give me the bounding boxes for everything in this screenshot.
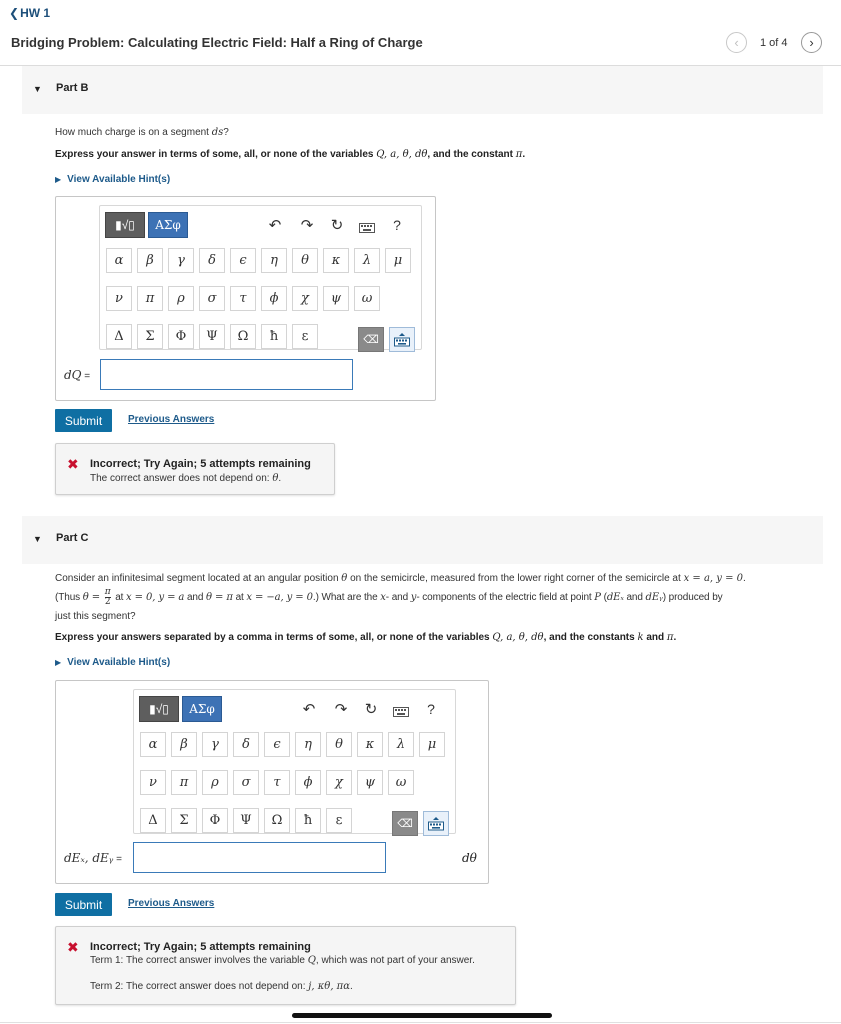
symbol-button-2-1[interactable]: Σ [171, 808, 197, 833]
back-to-hw-link[interactable] [9, 6, 50, 20]
symbol-button-1-4[interactable]: τ [264, 770, 290, 795]
answer-suffix: dθ [462, 851, 477, 865]
symbol-button-1-7[interactable]: ψ [357, 770, 383, 795]
previous-answers-link[interactable]: Previous Answers [128, 414, 215, 425]
question-math: dEₓ [606, 592, 624, 604]
undo-icon[interactable]: ↶ [268, 217, 282, 234]
symbol-button-2-1[interactable]: Σ [137, 324, 163, 349]
question-math: y [410, 592, 417, 604]
feedback-text: Term 1: The correct answer involves the variable [90, 955, 308, 966]
submit-button[interactable]: Submit [55, 893, 112, 916]
virtual-keyboard-button[interactable] [423, 811, 449, 836]
backspace-icon: ⌫ [397, 818, 413, 830]
instruction-text: Express your answer in terms of some, all, or none of the variables [55, 149, 377, 160]
part-b-question [55, 124, 229, 142]
symbol-button-2-3[interactable]: Ψ [233, 808, 259, 833]
hint-label: View Available Hint(s) [67, 174, 171, 185]
symbol-button-0-8[interactable]: λ [388, 732, 414, 757]
part-c-question-line-3: just this segment? [55, 611, 136, 622]
symbol-button-1-0[interactable]: ν [140, 770, 166, 795]
feedback-variable: θ [272, 473, 279, 484]
symbol-button-1-7[interactable]: ψ [323, 286, 349, 311]
question-text: Consider an infinitesimal segment located at an angular position [55, 573, 342, 584]
part-c-question-line-2 [55, 588, 723, 607]
symbol-button-0-5[interactable]: η [295, 732, 321, 757]
symbol-button-0-9[interactable]: μ [419, 732, 445, 757]
templates-button[interactable]: ▮√▯ [139, 696, 179, 722]
part-c-label: Part C [56, 532, 89, 544]
equals-sign: = [113, 854, 122, 865]
question-math: x = −a, y = 0 [246, 592, 313, 604]
page-indicator: 1 of 4 [760, 37, 788, 49]
question-punct: . [743, 573, 746, 584]
answer-input[interactable] [100, 359, 353, 390]
feedback-detail-term-2 [90, 981, 353, 992]
question-math: dEᵧ [645, 592, 663, 604]
symbol-button-0-3[interactable]: δ [199, 248, 225, 273]
fraction-denominator: 2 [104, 597, 111, 607]
instruction-text: and [643, 632, 667, 643]
greek-symbols-button[interactable]: ΑΣφ [148, 212, 188, 238]
reset-icon[interactable]: ↻ [364, 701, 378, 718]
symbol-button-1-3[interactable]: σ [199, 286, 225, 311]
symbol-button-2-5[interactable]: ħ [261, 324, 287, 349]
symbol-button-2-2[interactable]: Φ [202, 808, 228, 833]
question-text: and [184, 592, 207, 604]
instruction-variables: Q, a, θ, dθ [492, 632, 544, 643]
bottom-divider [0, 1022, 841, 1023]
answer-label [64, 851, 122, 865]
instruction-punct: . [522, 149, 526, 160]
symbol-button-2-3[interactable]: Ψ [199, 324, 225, 349]
caret-right-icon: ▶ [55, 658, 62, 667]
symbol-button-2-4[interactable]: Ω [230, 324, 256, 349]
undo-icon[interactable]: ↶ [302, 701, 316, 718]
symbol-button-1-2[interactable]: ρ [168, 286, 194, 311]
question-variable: θ [341, 573, 348, 584]
symbol-button-2-6[interactable]: ε [326, 808, 352, 833]
question-text: - and [385, 592, 411, 604]
answer-variable: dQ [64, 368, 82, 382]
caret-right-icon: ▶ [55, 175, 62, 184]
symbol-button-1-8[interactable]: ω [388, 770, 414, 795]
symbol-button-2-4[interactable]: Ω [264, 808, 290, 833]
question-text: on the semicircle, measured from the lower right corner of the semicircle at [347, 573, 684, 584]
feedback-detail [90, 473, 281, 484]
part-c-instruction [55, 632, 676, 643]
symbol-button-0-2[interactable]: γ [202, 732, 228, 757]
part-b-hint-toggle[interactable] [55, 174, 170, 185]
feedback-text: , which was not part of your answer. [315, 955, 475, 966]
question-text: ) produced by [662, 592, 723, 604]
keyboard-icon [428, 817, 444, 831]
symbol-button-0-7[interactable]: κ [357, 732, 383, 757]
fraction-pi-over-2 [105, 588, 111, 607]
symbol-button-0-6[interactable]: θ [326, 732, 352, 757]
question-text: and [623, 592, 646, 604]
hint-label: View Available Hint(s) [67, 657, 171, 668]
symbol-button-0-7[interactable]: κ [323, 248, 349, 273]
next-item-button[interactable] [801, 32, 822, 53]
keyboard-icon[interactable] [359, 222, 375, 236]
instruction-constant: k [637, 632, 644, 643]
question-text: (Thus [55, 592, 83, 604]
help-icon[interactable]: ? [427, 701, 435, 717]
greek-symbols-button[interactable]: ΑΣφ [182, 696, 222, 722]
submit-button[interactable]: Submit [55, 409, 112, 432]
collapse-triangle-icon: ▼ [33, 534, 42, 544]
symbol-button-1-5[interactable]: ϕ [295, 770, 321, 795]
symbol-button-2-0[interactable]: Δ [106, 324, 132, 349]
part-b-instruction [55, 149, 525, 160]
error-x-icon: ✖ [67, 939, 79, 955]
redo-icon[interactable]: ↷ [300, 217, 314, 234]
keyboard-icon [394, 333, 410, 347]
question-text: at [232, 592, 247, 604]
question-math: P [594, 592, 601, 604]
symbol-button-2-6[interactable]: ε [292, 324, 318, 349]
answer-label [64, 368, 90, 382]
feedback-punct: . [350, 981, 353, 992]
backspace-icon: ⌫ [363, 334, 379, 346]
feedback-variables: j, κθ, πα [308, 981, 350, 992]
symbol-button-1-3[interactable]: σ [233, 770, 259, 795]
equals-sign: = [81, 371, 91, 382]
question-math: θ = π [206, 592, 233, 604]
part-c-hint-toggle[interactable] [55, 657, 170, 668]
question-text: .) What are the [312, 592, 381, 604]
symbol-button-1-1[interactable]: π [171, 770, 197, 795]
feedback-variable: Q [307, 955, 316, 966]
back-link-label: HW 1 [20, 6, 51, 20]
question-variable: ds [211, 127, 224, 138]
math-toolbar [133, 689, 456, 834]
feedback-incorrect [55, 926, 516, 1005]
symbol-button-2-2[interactable]: Φ [168, 324, 194, 349]
part-c-header[interactable] [22, 516, 823, 564]
home-indicator [292, 1013, 552, 1018]
symbol-button-1-5[interactable]: ϕ [261, 286, 287, 311]
symbol-button-2-0[interactable]: Δ [140, 808, 166, 833]
collapse-triangle-icon: ▼ [33, 84, 42, 94]
question-math: x = a, y = 0 [683, 573, 744, 584]
error-x-icon: ✖ [67, 456, 79, 472]
chevron-right-icon: › [809, 35, 814, 50]
symbol-button-1-2[interactable]: ρ [202, 770, 228, 795]
symbol-button-1-6[interactable]: χ [326, 770, 352, 795]
symbol-button-0-1[interactable]: β [137, 248, 163, 273]
part-b-label: Part B [56, 82, 89, 94]
answer-variables: dEₓ, dEᵧ [64, 851, 114, 865]
feedback-title: Incorrect; Try Again; 5 attempts remaining [90, 458, 311, 470]
instruction-punct: . [673, 632, 677, 643]
symbol-button-1-6[interactable]: χ [292, 286, 318, 311]
symbol-button-1-8[interactable]: ω [354, 286, 380, 311]
feedback-detail-term-1 [90, 955, 475, 966]
help-icon[interactable]: ? [393, 217, 401, 233]
keyboard-icon[interactable] [393, 706, 409, 720]
feedback-title: Incorrect; Try Again; 5 attempts remaining [90, 941, 311, 953]
virtual-keyboard-button[interactable] [389, 327, 415, 352]
instruction-constant: π [666, 632, 674, 643]
question-text: - components of the electric field at point [416, 592, 595, 604]
instruction-constant: π [515, 149, 523, 160]
part-c-answer-box [55, 680, 489, 884]
part-b-answer-box [55, 196, 436, 401]
math-toolbar [99, 205, 422, 350]
answer-input[interactable] [133, 842, 386, 873]
instruction-text: Express your answers separated by a comma in terms of some, all, or none of the variables [55, 632, 493, 643]
fraction-numerator: π [104, 587, 111, 597]
symbol-button-0-6[interactable]: θ [292, 248, 318, 273]
delete-button[interactable] [358, 327, 384, 352]
symbol-button-0-0[interactable]: α [140, 732, 166, 757]
page-title: Bridging Problem: Calculating Electric Field: Half a Ring of Charge [11, 35, 423, 50]
templates-button[interactable]: ▮√▯ [105, 212, 145, 238]
part-b-header[interactable] [22, 66, 823, 114]
chevron-left-icon: ‹ [734, 35, 739, 50]
instruction-variables: Q, a, θ, dθ [376, 149, 428, 160]
reset-icon[interactable]: ↻ [330, 217, 344, 234]
chevron-left-icon: ❮ [9, 6, 20, 20]
instruction-text: , and the constant [427, 149, 516, 160]
symbol-button-0-1[interactable]: β [171, 732, 197, 757]
symbol-button-0-3[interactable]: δ [233, 732, 259, 757]
question-text: at [112, 592, 127, 604]
part-c-question-line-1 [55, 570, 746, 588]
redo-icon[interactable]: ↷ [334, 701, 348, 718]
question-math: x = 0, y = a [126, 592, 185, 604]
question-math: θ = [82, 592, 101, 604]
feedback-text: The correct answer does not depend on: [90, 473, 273, 484]
feedback-text: Term 2: The correct answer does not depend on: [90, 981, 309, 992]
question-text: How much charge is on a segment [55, 127, 212, 138]
question-punct: ? [223, 127, 229, 138]
instruction-text: , and the constants [543, 632, 638, 643]
feedback-incorrect [55, 443, 335, 495]
symbol-button-0-5[interactable]: η [261, 248, 287, 273]
delete-button[interactable] [392, 811, 418, 836]
symbol-button-1-1[interactable]: π [137, 286, 163, 311]
symbol-button-0-4[interactable]: ϵ [264, 732, 290, 757]
feedback-punct: . [278, 473, 282, 484]
symbol-button-0-9[interactable]: μ [385, 248, 411, 273]
question-text: ( [600, 592, 607, 604]
symbol-button-1-4[interactable]: τ [230, 286, 256, 311]
symbol-button-1-0[interactable]: ν [106, 286, 132, 311]
previous-item-button[interactable] [726, 32, 747, 53]
symbol-button-0-2[interactable]: γ [168, 248, 194, 273]
symbol-button-0-4[interactable]: ϵ [230, 248, 256, 273]
question-math: x [380, 592, 386, 604]
symbol-button-2-5[interactable]: ħ [295, 808, 321, 833]
symbol-button-0-8[interactable]: λ [354, 248, 380, 273]
previous-answers-link[interactable]: Previous Answers [128, 898, 215, 909]
symbol-button-0-0[interactable]: α [106, 248, 132, 273]
